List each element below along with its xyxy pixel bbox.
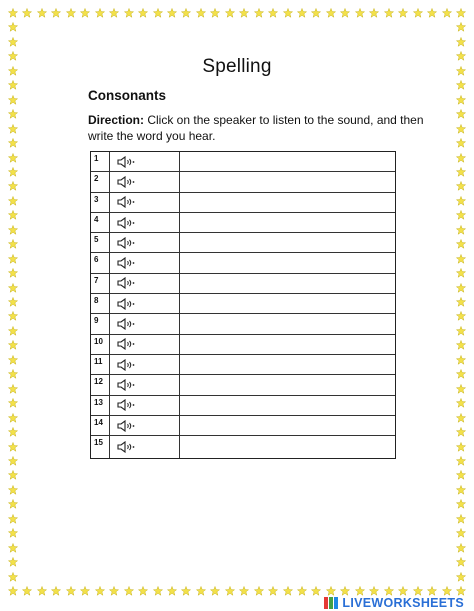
star-icon: [442, 8, 452, 18]
star-icon: [181, 8, 191, 18]
answer-input[interactable]: [180, 274, 395, 293]
star-icon: [413, 586, 423, 596]
star-icon: [456, 167, 466, 177]
star-icon: [456, 80, 466, 90]
star-icon: [8, 239, 18, 249]
star-icon: [8, 427, 18, 437]
star-icon: [8, 109, 18, 119]
star-icon: [456, 22, 466, 32]
speaker-cell: [110, 294, 180, 313]
answer-input[interactable]: [180, 193, 395, 212]
star-icon: [8, 384, 18, 394]
star-icon: [456, 283, 466, 293]
brand-logo-mark: [324, 597, 339, 609]
table-row: [91, 375, 395, 395]
star-icon: [456, 254, 466, 264]
star-icon: [413, 8, 423, 18]
star-icon: [456, 557, 466, 567]
star-icon: [8, 485, 18, 495]
speaker-icon[interactable]: [116, 338, 136, 350]
star-icon: [456, 398, 466, 408]
row-number: 9: [91, 314, 110, 333]
star-icon: [210, 8, 220, 18]
star-icon: [66, 8, 76, 18]
answer-cell: [180, 253, 395, 272]
answer-cell: [180, 274, 395, 293]
star-icon: [456, 413, 466, 423]
speaker-icon[interactable]: [116, 257, 136, 269]
answer-input[interactable]: [180, 376, 395, 395]
star-icon: [8, 528, 18, 538]
star-icon: [225, 586, 235, 596]
star-icon: [8, 572, 18, 582]
star-icon: [8, 124, 18, 134]
speaker-cell: [110, 416, 180, 435]
star-icon: [456, 181, 466, 191]
star-icon: [398, 8, 408, 18]
star-icon: [8, 80, 18, 90]
star-icon: [456, 109, 466, 119]
speaker-cell: [110, 253, 180, 272]
star-icon: [340, 586, 350, 596]
speaker-icon[interactable]: [116, 420, 136, 432]
star-icon: [268, 8, 278, 18]
speaker-icon[interactable]: [116, 359, 136, 371]
row-number: 15: [91, 436, 110, 458]
star-icon: [456, 499, 466, 509]
star-icon: [8, 456, 18, 466]
star-icon: [456, 369, 466, 379]
star-icon: [8, 153, 18, 163]
star-icon: [456, 311, 466, 321]
star-icon: [8, 340, 18, 350]
table-row: [91, 274, 395, 294]
star-icon: [456, 485, 466, 495]
star-icon: [109, 8, 119, 18]
speaker-icon[interactable]: [116, 156, 136, 168]
star-icon: [95, 8, 105, 18]
table-row: [91, 193, 395, 213]
star-icon: [8, 283, 18, 293]
row-number: 14: [91, 416, 110, 435]
star-icon: [268, 586, 278, 596]
answer-cell: [180, 314, 395, 333]
row-number: 3: [91, 193, 110, 212]
star-icon: [124, 8, 134, 18]
direction-text: [88, 112, 428, 144]
table-row: [91, 172, 395, 192]
direction-label: Direction:: [88, 113, 145, 127]
speaker-cell: [110, 233, 180, 252]
star-icon: [8, 167, 18, 177]
row-number: 1: [91, 152, 110, 171]
section-subtitle: Consonants: [88, 88, 167, 103]
row-number: 7: [91, 274, 110, 293]
star-icon: [456, 427, 466, 437]
speaker-cell: [110, 213, 180, 232]
star-icon: [66, 586, 76, 596]
star-icon: [427, 586, 437, 596]
speaker-icon[interactable]: [116, 217, 136, 229]
speaker-cell: [110, 274, 180, 293]
row-number: 11: [91, 355, 110, 374]
star-icon: [196, 586, 206, 596]
star-icon: [124, 586, 134, 596]
answer-cell: [180, 416, 395, 435]
table-row: [91, 314, 395, 334]
star-icon: [8, 326, 18, 336]
row-number: 10: [91, 335, 110, 354]
star-icon: [311, 586, 321, 596]
star-icon: [167, 8, 177, 18]
star-icon: [456, 384, 466, 394]
star-icon: [8, 225, 18, 235]
answer-cell: [180, 152, 395, 171]
row-number: 6: [91, 253, 110, 272]
star-icon: [456, 326, 466, 336]
answer-input[interactable]: [180, 173, 395, 192]
star-icon: [8, 95, 18, 105]
star-icon: [138, 586, 148, 596]
answer-cell: [180, 233, 395, 252]
star-icon: [8, 268, 18, 278]
speaker-cell: [110, 436, 180, 458]
star-icon: [456, 297, 466, 307]
brand-logo-text: LIVEWORKSHEETS: [342, 596, 464, 610]
star-icon: [8, 413, 18, 423]
star-icon: [456, 196, 466, 206]
answer-input[interactable]: [180, 416, 395, 435]
star-icon: [8, 543, 18, 553]
star-icon: [254, 8, 264, 18]
answer-input[interactable]: [180, 315, 395, 334]
star-icon: [456, 456, 466, 466]
table-row: [91, 335, 395, 355]
answer-cell: [180, 213, 395, 232]
star-icon: [254, 586, 264, 596]
star-icon: [22, 586, 32, 596]
star-icon: [456, 138, 466, 148]
answer-input[interactable]: [180, 152, 395, 171]
speaker-cell: [110, 355, 180, 374]
answer-cell: [180, 355, 395, 374]
star-icon: [326, 586, 336, 596]
star-icon: [8, 442, 18, 452]
table-row: [91, 253, 395, 273]
star-icon: [239, 8, 249, 18]
star-icon: [456, 543, 466, 553]
star-icon: [51, 586, 61, 596]
row-number: 5: [91, 233, 110, 252]
star-icon: [326, 8, 336, 18]
star-icon: [8, 499, 18, 509]
table-row: [91, 436, 395, 458]
star-icon: [442, 586, 452, 596]
answer-input[interactable]: [180, 335, 395, 354]
brand-logo: [324, 596, 464, 610]
star-icon: [80, 586, 90, 596]
star-icon: [456, 37, 466, 47]
answer-cell: [180, 172, 395, 191]
star-icon: [8, 355, 18, 365]
star-icon: [456, 586, 466, 596]
star-icon: [384, 586, 394, 596]
row-number: 8: [91, 294, 110, 313]
star-icon: [22, 8, 32, 18]
speaker-icon[interactable]: [116, 298, 136, 310]
speaker-icon[interactable]: [116, 318, 136, 330]
star-icon: [181, 586, 191, 596]
speaker-cell: [110, 314, 180, 333]
star-icon: [340, 8, 350, 18]
answer-table: [90, 151, 396, 459]
answer-input[interactable]: [180, 234, 395, 253]
star-icon: [8, 311, 18, 321]
answer-cell: [180, 436, 395, 458]
star-icon: [8, 297, 18, 307]
star-icon: [167, 586, 177, 596]
star-icon: [8, 254, 18, 264]
speaker-icon[interactable]: [116, 379, 136, 391]
table-row: [91, 355, 395, 375]
star-icon: [37, 8, 47, 18]
star-icon: [456, 95, 466, 105]
speaker-cell: [110, 335, 180, 354]
star-icon: [8, 22, 18, 32]
star-icon: [138, 8, 148, 18]
star-icon: [456, 268, 466, 278]
star-icon: [456, 225, 466, 235]
star-icon: [456, 572, 466, 582]
answer-input[interactable]: [180, 213, 395, 232]
star-icon: [311, 8, 321, 18]
star-icon: [8, 470, 18, 480]
star-icon: [456, 124, 466, 134]
star-icon: [8, 8, 18, 18]
table-row: [91, 152, 395, 172]
answer-cell: [180, 193, 395, 212]
star-icon: [456, 470, 466, 480]
star-icon: [297, 8, 307, 18]
speaker-icon[interactable]: [116, 176, 136, 188]
star-icon: [8, 398, 18, 408]
star-icon: [369, 8, 379, 18]
star-icon: [355, 586, 365, 596]
star-icon: [456, 355, 466, 365]
star-icon: [8, 181, 18, 191]
star-icon: [8, 138, 18, 148]
table-row: [91, 233, 395, 253]
star-icon: [239, 586, 249, 596]
star-icon: [456, 8, 466, 18]
page-title: Spelling: [202, 56, 272, 77]
table-row: [91, 294, 395, 314]
star-icon: [210, 586, 220, 596]
star-icon: [369, 586, 379, 596]
speaker-cell: [110, 152, 180, 171]
direction-body: Click on the speaker to listen to the sound, and then write the word you hear.: [88, 113, 424, 143]
row-number: 2: [91, 172, 110, 191]
row-number: 4: [91, 213, 110, 232]
star-icon: [153, 8, 163, 18]
answer-cell: [180, 335, 395, 354]
star-icon: [355, 8, 365, 18]
row-number: 13: [91, 396, 110, 415]
star-icon: [8, 557, 18, 567]
answer-input[interactable]: [180, 396, 395, 415]
star-icon: [283, 8, 293, 18]
speaker-icon[interactable]: [116, 441, 136, 453]
speaker-icon[interactable]: [116, 399, 136, 411]
star-icon: [109, 586, 119, 596]
star-icon: [153, 586, 163, 596]
speaker-cell: [110, 375, 180, 394]
star-icon: [283, 586, 293, 596]
star-icon: [456, 210, 466, 220]
star-icon: [297, 586, 307, 596]
star-icon: [37, 586, 47, 596]
star-icon: [8, 514, 18, 524]
star-icon: [456, 153, 466, 163]
speaker-cell: [110, 396, 180, 415]
star-icon: [95, 586, 105, 596]
star-icon: [456, 514, 466, 524]
answer-cell: [180, 396, 395, 415]
table-row: [91, 396, 395, 416]
speaker-icon[interactable]: [116, 277, 136, 289]
answer-input[interactable]: [180, 436, 395, 458]
star-icon: [8, 210, 18, 220]
star-icon: [456, 239, 466, 249]
star-icon: [51, 8, 61, 18]
star-icon: [80, 8, 90, 18]
speaker-icon[interactable]: [116, 196, 136, 208]
star-icon: [384, 8, 394, 18]
table-row: [91, 416, 395, 436]
star-icon: [427, 8, 437, 18]
star-icon: [398, 586, 408, 596]
answer-cell: [180, 294, 395, 313]
star-icon: [8, 196, 18, 206]
speaker-cell: [110, 172, 180, 191]
answer-input[interactable]: [180, 294, 395, 313]
table-row: [91, 213, 395, 233]
speaker-cell: [110, 193, 180, 212]
answer-input[interactable]: [180, 254, 395, 273]
star-icon: [196, 8, 206, 18]
star-icon: [456, 340, 466, 350]
speaker-icon[interactable]: [116, 237, 136, 249]
answer-input[interactable]: [180, 355, 395, 374]
answer-cell: [180, 375, 395, 394]
star-icon: [456, 528, 466, 538]
star-icon: [225, 8, 235, 18]
star-icon: [8, 586, 18, 596]
row-number: 12: [91, 375, 110, 394]
star-icon: [8, 37, 18, 47]
star-icon: [456, 442, 466, 452]
star-icon: [8, 369, 18, 379]
